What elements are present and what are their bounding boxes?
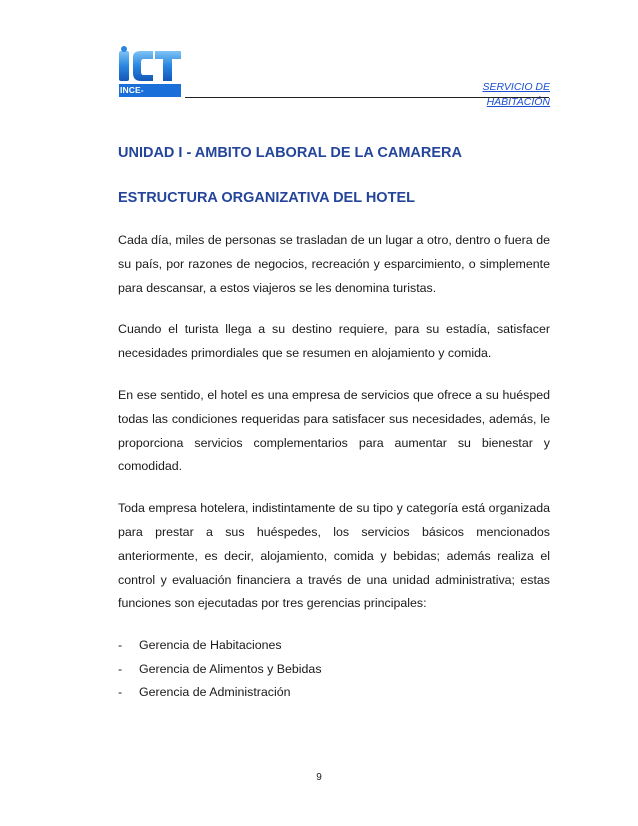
paragraph: Cuando el turista llega a su destino requiere, para su estadía, satisfacer necesidades primordiales que se resumen en alojamiento y comida.	[118, 322, 550, 361]
management-list	[118, 634, 550, 705]
ict-logo	[117, 45, 183, 105]
list-marker: -	[118, 685, 123, 700]
list-item-text: Gerencia de Alimentos y Bebidas	[139, 661, 322, 676]
header-section-label	[470, 80, 550, 110]
header-section-line2: HABITACIÓN	[486, 96, 550, 108]
list-item	[118, 634, 550, 658]
paragraph: Toda empresa hotelera, indistintamente de su tipo y categoría está organizada para prestar a sus huéspedes, los servicios básicos mencionados anteriormente, es decir, alojamiento, comida y bebidas; además realiza el control y evaluación financiera a través de una unidad administrativa; estas funciones son ejecutadas por tres gerencias principales:	[118, 501, 550, 611]
logo-caption: INCE-TURISMO	[120, 85, 160, 105]
section-title: ESTRUCTURA ORGANIZATIVA DEL HOTEL	[118, 190, 415, 206]
list-item-text: Gerencia de Habitaciones	[139, 638, 282, 653]
list-marker: -	[118, 661, 123, 676]
paragraph: Cada día, miles de personas se trasladan de un lugar a otro, dentro o fuera de su país, por razones de negocios, recreación y esparcimiento, o simplemente para descansar, a estos viajeros se les denomina turistas.	[118, 233, 550, 295]
list-item	[118, 658, 550, 682]
list-marker: -	[118, 638, 123, 653]
paragraph: En ese sentido, el hotel es una empresa de servicios que ofrece a su huésped todas las condiciones requeridas para satisfacer sus necesidades, además, le proporciona servicios complementarios para aumentar su bienestar y comodidad.	[118, 387, 550, 474]
list-item-text: Gerencia de Administración	[139, 685, 291, 700]
unit-title: UNIDAD I - AMBITO LABORAL DE LA CAMARERA	[118, 145, 462, 161]
document-body	[118, 144, 550, 705]
list-item	[118, 681, 550, 705]
header-section-line1: SERVICIO DE	[482, 81, 550, 93]
page-number: 9	[316, 772, 322, 783]
